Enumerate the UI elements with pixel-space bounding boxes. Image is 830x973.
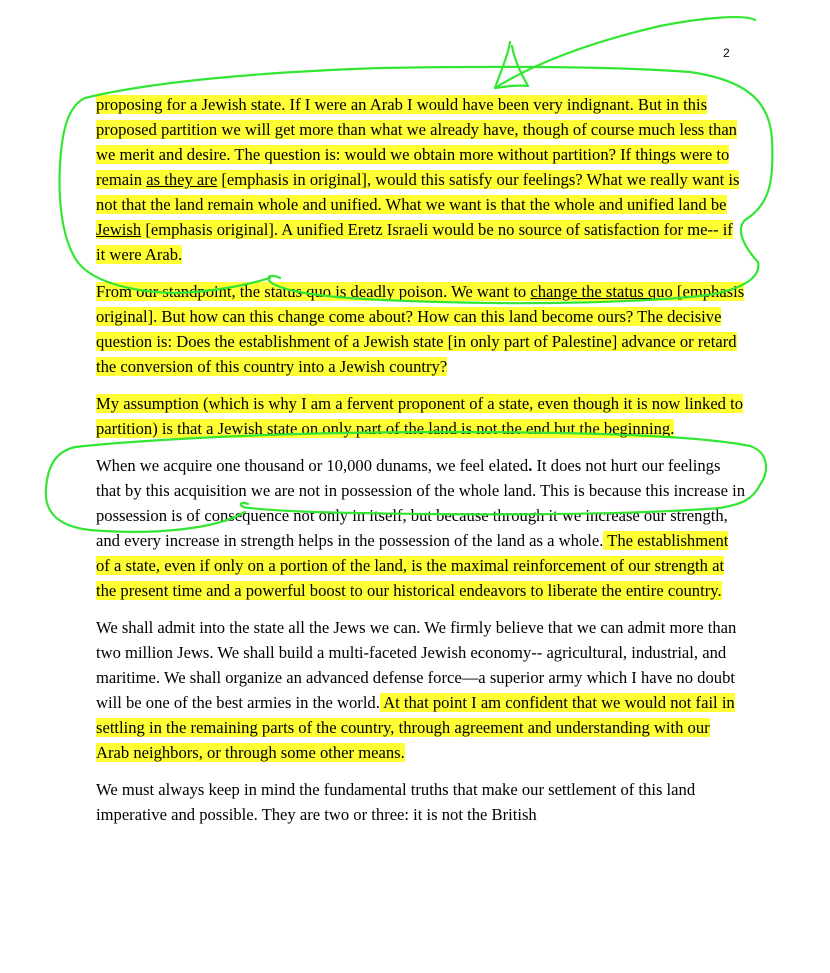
- paragraph: [96, 279, 746, 379]
- highlighted-text: At that point I am confident that we would not fail in settling in the remaining parts of the country, through agreement and understanding with our Arab neighbors, or through some other means.: [96, 693, 735, 762]
- highlighted-text: The establishment of a state, even if only on a portion of the land, is the maximal reinforcement of our strength at the present time and a powerful boost to our historical endeavors to liberate the entire country.: [96, 531, 729, 600]
- text-run: When we acquire one thousand or 10,000 dunams, we feel elated: [96, 456, 529, 475]
- highlighted-text: as they are: [146, 170, 218, 189]
- text-run: We shall admit into the state all the Jews we can. We firmly believe that we can admit more than two million Jews. We shall build a multi-faceted Jewish economy-- agricultural, industrial, and maritime. We shall organize an advanced defense force—a superior army which I have no doubt will be one of the best armies in the world.: [96, 618, 737, 712]
- text-run: It does not hurt our feelings that by this acquisition we are not in possession of the whole land. This is because this increase in possession is of consequence not only in itself, but because through it we increase our strength, and every increase in strength helps in the possession of the land as a whole.: [96, 456, 746, 550]
- highlighted-text: My assumption (which is why I am a fervent proponent of a state, even though it is now linked to partition) is that a Jewish state on only part of the land is not the end but the beginning.: [96, 394, 744, 438]
- highlighted-text: [emphasis original]. But how can this change come about? How can this land become ours? The decisive question is: Does the establishment of a Jewish state [in only part of Palestine] advance or retard the conversion of this country into a Jewish country?: [96, 282, 745, 376]
- text-run: We must always keep in mind the fundamental truths that make our settlement of this land imperative and possible. They are two or three: it is not the British: [96, 780, 696, 824]
- annotation-arrow-line: [495, 17, 755, 88]
- annotation-arrow-head: [495, 42, 528, 88]
- text-run: .: [528, 456, 533, 475]
- paragraph: [96, 777, 746, 827]
- highlighted-text: [emphasis original]. A unified Eretz Israeli would be no source of satisfaction for me-- if it were Arab.: [96, 220, 733, 264]
- paragraph: [96, 391, 746, 441]
- highlighted-text: proposing for a Jewish state. If I were an Arab I would have been very indignant. But in this proposed partition we will get more than what we already have, though of course much less than we merit and desire. The question is: would we obtain more without partition? If things were to remain: [96, 95, 737, 189]
- paragraph: [96, 615, 746, 765]
- highlighted-text: Jewish: [96, 220, 142, 239]
- document-body: [96, 92, 746, 839]
- paragraph: [96, 453, 746, 603]
- highlighted-text: From our standpoint, the status quo is deadly poison. We want to: [96, 282, 531, 301]
- highlighted-text: [emphasis in original], would this satisfy our feelings? What we really want is not that the land remain whole and unified. What we want is that the whole and unified land be: [96, 170, 740, 214]
- highlighted-text: change the status quo: [530, 282, 673, 301]
- page-number: 2: [723, 46, 730, 60]
- paragraph: [96, 92, 746, 267]
